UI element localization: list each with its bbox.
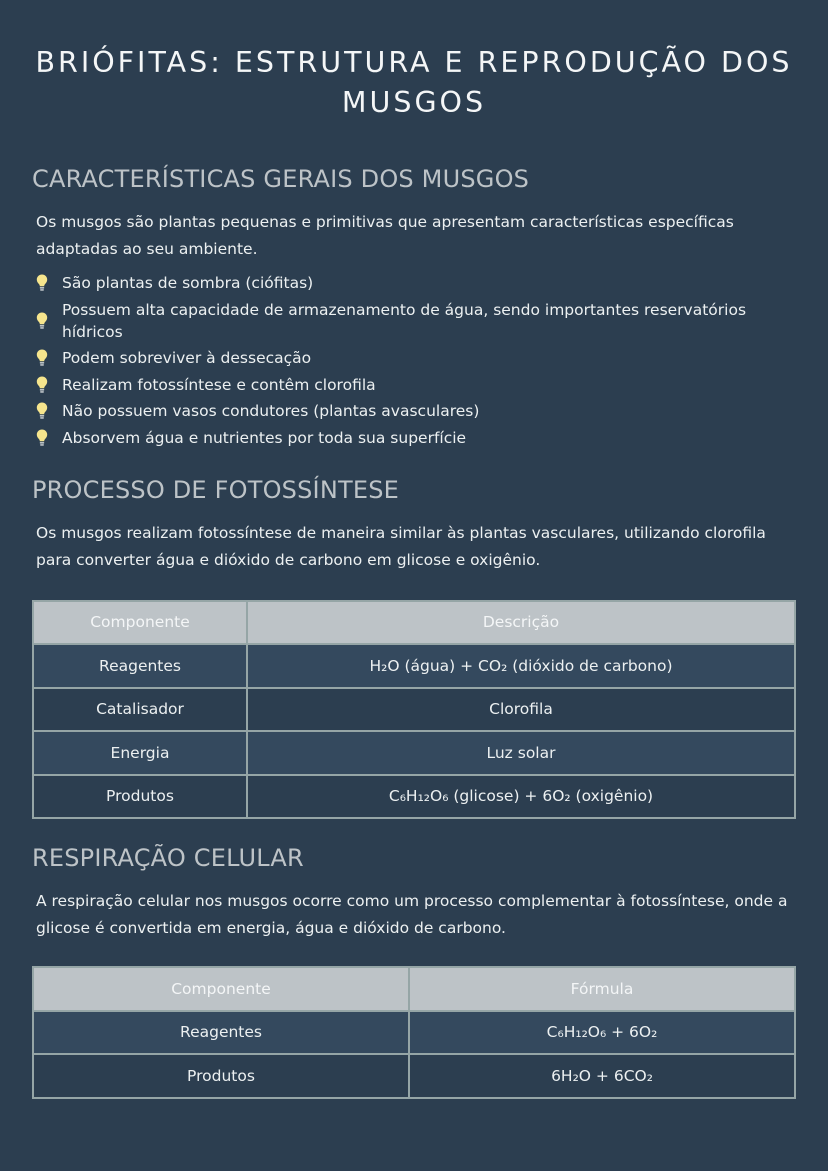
table-cell: Produtos	[33, 1054, 409, 1098]
list-item	[36, 427, 796, 449]
section-intro-respiracao: A respiração celular nos musgos ocorre como um processo complementar à fotossíntese, onde a glicose é convertida em energia, água e dióxido de carbono.	[36, 892, 788, 937]
page-title: BRIÓFITAS: ESTRUTURA E REPRODUÇÃO DOS MUSGOS	[35, 46, 793, 119]
characteristics-list	[32, 272, 796, 449]
table-cell: 6H₂O + 6CO₂	[409, 1054, 795, 1098]
table-cell: Reagentes	[33, 644, 247, 688]
list-item-text: Absorvem água e nutrientes por toda sua superfície	[62, 428, 467, 447]
list-item	[36, 347, 796, 369]
table-cell: Catalisador	[33, 688, 247, 732]
table-cell: Energia	[33, 731, 247, 775]
list-item	[36, 400, 796, 422]
section-heading-respiracao: RESPIRAÇÃO CELULAR	[32, 844, 304, 872]
section-intro-caracteristicas: Os musgos são plantas pequenas e primitivas que apresentam características específicas adaptadas ao seu ambiente.	[36, 213, 734, 258]
table-cell: Produtos	[33, 775, 247, 819]
lightbulb-icon	[36, 347, 62, 369]
table-cell: Luz solar	[247, 731, 795, 775]
list-item-text: São plantas de sombra (ciófitas)	[62, 274, 314, 292]
lightbulb-icon	[36, 374, 62, 396]
table-cell: C₆H₁₂O₆ (glicose) + 6O₂ (oxigênio)	[247, 775, 795, 819]
table-row	[33, 731, 795, 775]
table-cell: Clorofila	[247, 688, 795, 732]
table-header-row	[33, 967, 795, 1011]
table-header-cell: Fórmula	[409, 967, 795, 1011]
table-header-cell: Descrição	[247, 601, 795, 645]
respiration-table	[32, 966, 796, 1099]
table-row	[33, 1054, 795, 1098]
list-item-text: Não possuem vasos condutores (plantas avasculares)	[62, 402, 480, 420]
list-item-text: Possuem alta capacidade de armazenamento de água, sendo importantes reservatórios hídricos	[62, 300, 747, 341]
section-heading-fotossintese: PROCESSO DE FOTOSSÍNTESE	[32, 475, 399, 504]
section-heading-caracteristicas: CARACTERÍSTICAS GERAIS DOS MUSGOS	[32, 165, 530, 193]
lightbulb-icon	[36, 400, 62, 422]
lightbulb-icon	[36, 427, 62, 449]
table-header-row	[33, 601, 795, 645]
list-item-text: Realizam fotossíntese e contêm clorofila	[62, 375, 376, 394]
table-cell: Reagentes	[33, 1011, 409, 1055]
lightbulb-icon	[36, 272, 62, 294]
list-item	[36, 272, 796, 294]
section-intro-fotossintese: Os musgos realizam fotossíntese de maneira similar às plantas vasculares, utilizando clorofila para converter água e dióxido de carbono em glicose e oxigênio.	[36, 523, 766, 569]
table-header-cell: Componente	[33, 967, 409, 1011]
table-row	[33, 775, 795, 819]
table-cell: C₆H₁₂O₆ + 6O₂	[409, 1011, 795, 1055]
table-cell: H₂O (água) + CO₂ (dióxido de carbono)	[247, 644, 795, 688]
table-row	[33, 644, 795, 688]
list-item	[36, 299, 796, 343]
table-row	[33, 1011, 795, 1055]
table-header-cell: Componente	[33, 601, 247, 645]
photosynthesis-table	[32, 600, 796, 820]
list-item-text: Podem sobreviver à dessecação	[62, 349, 312, 367]
table-row	[33, 688, 795, 732]
lightbulb-icon	[36, 299, 62, 343]
list-item	[36, 374, 796, 396]
